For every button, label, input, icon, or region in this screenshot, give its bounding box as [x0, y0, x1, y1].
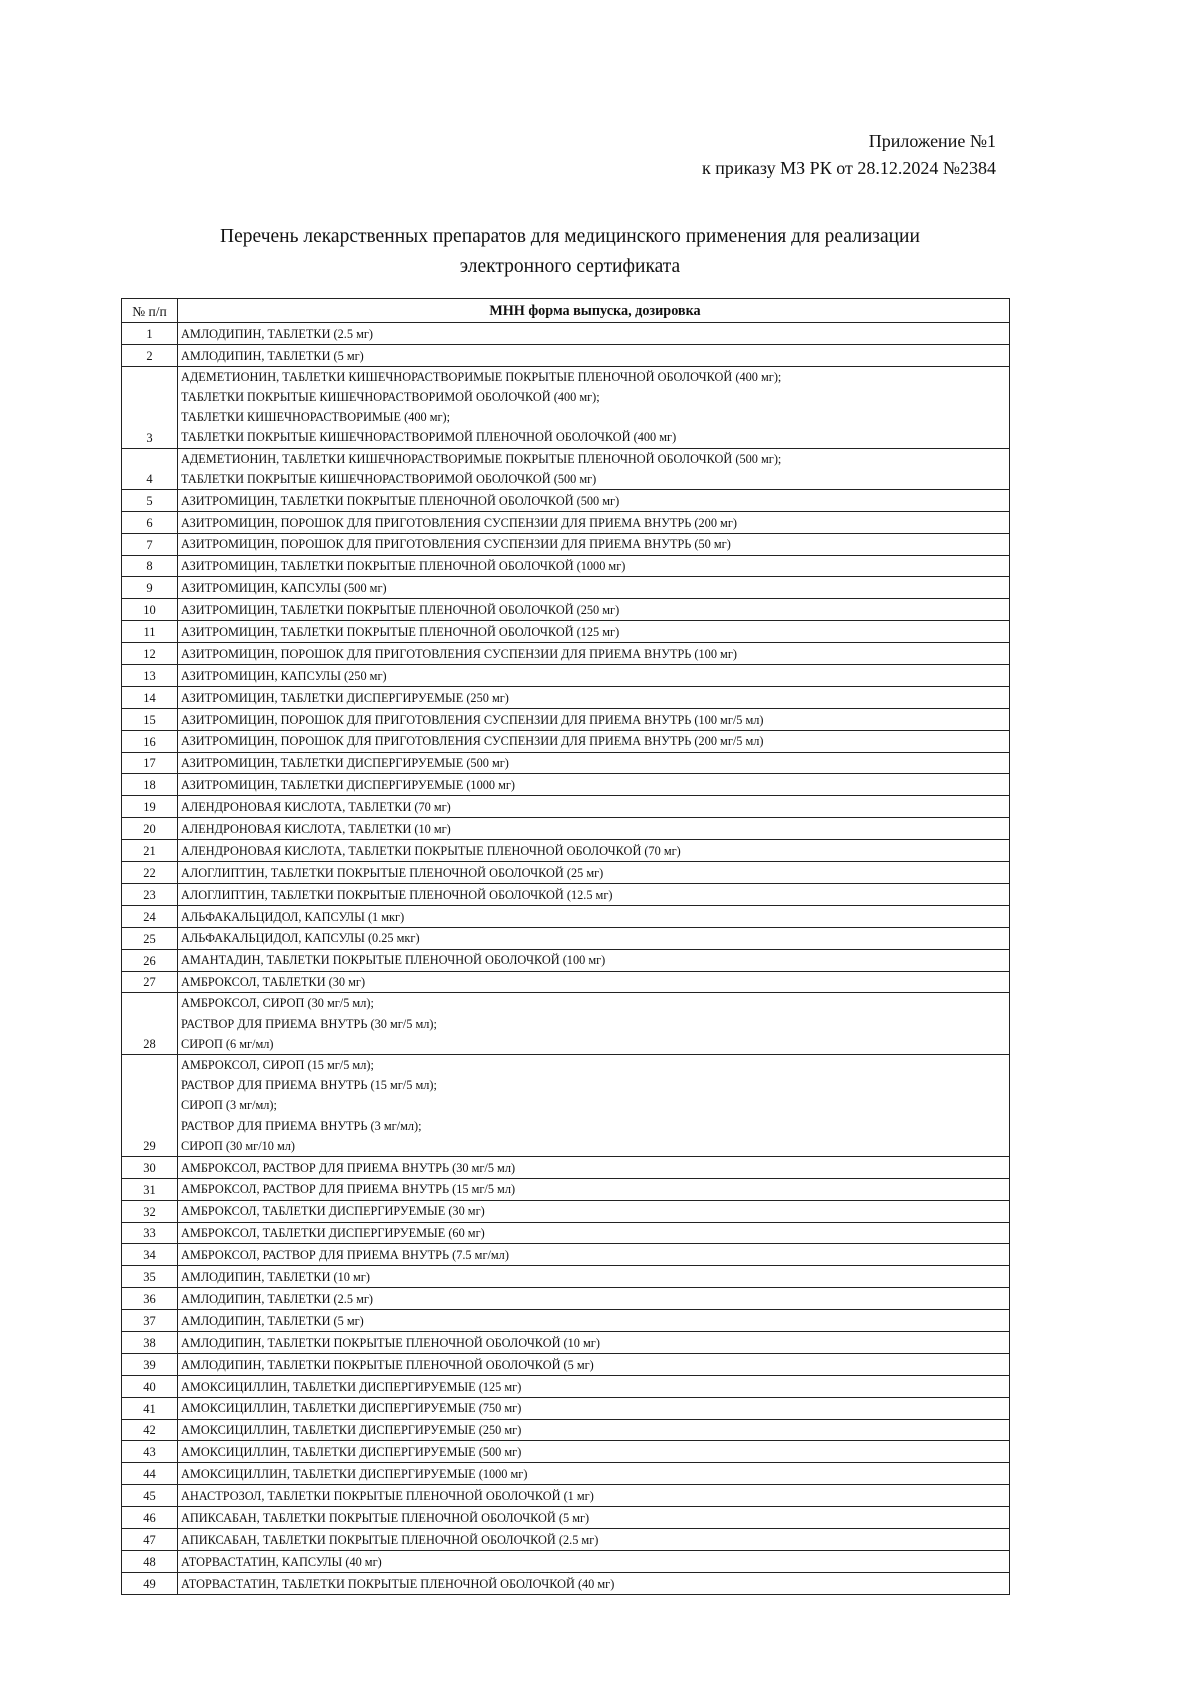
drug-entry-line: АМОКСИЦИЛЛИН, ТАБЛЕТКИ ДИСПЕРГИРУЕМЫЕ (250 мг)	[181, 1423, 522, 1438]
drug-entry	[178, 555, 1010, 577]
table-row	[122, 1397, 1010, 1419]
table-row	[122, 1222, 1010, 1244]
table-row	[122, 643, 1010, 665]
column-header-number: № п/п	[122, 299, 178, 323]
table-row	[122, 708, 1010, 730]
table-row	[122, 323, 1010, 345]
drug-entry	[178, 323, 1010, 345]
row-number: 29	[122, 1054, 178, 1156]
drug-entry-line: АМБРОКСОЛ, РАСТВОР ДЛЯ ПРИЕМА ВНУТРЬ (30 мг/5 мл)	[181, 1160, 516, 1175]
row-number: 24	[122, 905, 178, 927]
drug-entry	[178, 1178, 1010, 1200]
drug-entry-line: АНАСТРОЗОЛ, ТАБЛЕТКИ ПОКРЫТЫЕ ПЛЕНОЧНОЙ ОБОЛОЧКОЙ (1 мг)	[181, 1488, 594, 1503]
row-number: 25	[122, 927, 178, 949]
drug-entry	[178, 1244, 1010, 1266]
drug-entry-line: АТОРВАСТАТИН, ТАБЛЕТКИ ПОКРЫТЫЕ ПЛЕНОЧНОЙ ОБОЛОЧКОЙ (40 мг)	[181, 1576, 615, 1591]
drug-entry	[178, 927, 1010, 949]
drug-entry	[178, 862, 1010, 884]
table-row	[122, 1375, 1010, 1397]
drug-entry-line: АЛЕНДРОНОВАЯ КИСЛОТА, ТАБЛЕТКИ ПОКРЫТЫЕ ПЛЕНОЧНОЙ ОБОЛОЧКОЙ (70 мг)	[181, 843, 681, 858]
drug-entry	[178, 1441, 1010, 1463]
table-row	[122, 949, 1010, 971]
drug-entry-line: АМБРОКСОЛ, СИРОП (30 мг/5 мл);	[181, 996, 374, 1011]
drug-entry-line: АДЕМЕТИОНИН, ТАБЛЕТКИ КИШЕЧНОРАСТВОРИМЫЕ ПОКРЫТЫЕ ПЛЕНОЧНОЙ ОБОЛОЧКОЙ (400 мг);	[181, 369, 782, 384]
drug-entry	[178, 1200, 1010, 1222]
drug-entry	[178, 1529, 1010, 1551]
drug-entry	[178, 752, 1010, 774]
drug-entry-line: АЛЕНДРОНОВАЯ КИСЛОТА, ТАБЛЕТКИ (70 мг)	[181, 800, 451, 815]
drug-entry	[178, 774, 1010, 796]
drug-entry-line: АМБРОКСОЛ, ТАБЛЕТКИ (30 мг)	[181, 975, 366, 990]
row-number: 45	[122, 1485, 178, 1507]
drug-entry	[178, 993, 1010, 1055]
row-number: 26	[122, 949, 178, 971]
row-number: 40	[122, 1375, 178, 1397]
drug-entry-line: АМОКСИЦИЛЛИН, ТАБЛЕТКИ ДИСПЕРГИРУЕМЫЕ (500 мг)	[181, 1445, 522, 1460]
row-number: 39	[122, 1353, 178, 1375]
drug-entry	[178, 665, 1010, 687]
drug-entry-line: АЗИТРОМИЦИН, ПОРОШОК ДЛЯ ПРИГОТОВЛЕНИЯ СУСПЕНЗИИ ДЛЯ ПРИЕМА ВНУТРЬ (200 мг)	[181, 515, 737, 530]
table-row	[122, 993, 1010, 1055]
table-row	[122, 1463, 1010, 1485]
drug-entry	[178, 366, 1010, 448]
drug-entry-line: АМОКСИЦИЛЛИН, ТАБЛЕТКИ ДИСПЕРГИРУЕМЫЕ (1000 мг)	[181, 1467, 528, 1482]
drug-entry-line: РАСТВОР ДЛЯ ПРИЕМА ВНУТРЬ (15 мг/5 мл);	[181, 1078, 437, 1093]
table-row	[122, 971, 1010, 993]
document-title-line-1: Перечень лекарственных препаратов для медицинского применения для реализации	[220, 226, 920, 247]
row-number: 9	[122, 577, 178, 599]
row-number: 34	[122, 1244, 178, 1266]
drug-entry	[178, 883, 1010, 905]
drug-entry	[178, 1572, 1010, 1594]
row-number: 6	[122, 511, 178, 533]
drug-entry	[178, 533, 1010, 555]
drug-entry-line: АМЛОДИПИН, ТАБЛЕТКИ (5 мг)	[181, 348, 364, 363]
drug-entry-line: СИРОП (6 мг/мл)	[181, 1036, 274, 1051]
table-row	[122, 686, 1010, 708]
row-number: 36	[122, 1288, 178, 1310]
row-number: 19	[122, 796, 178, 818]
row-number: 43	[122, 1441, 178, 1463]
drug-entry-line: АЗИТРОМИЦИН, ПОРОШОК ДЛЯ ПРИГОТОВЛЕНИЯ СУСПЕНЗИИ ДЛЯ ПРИЕМА ВНУТРЬ (50 мг)	[181, 537, 731, 552]
drug-entry-line: АМЛОДИПИН, ТАБЛЕТКИ ПОКРЫТЫЕ ПЛЕНОЧНОЙ ОБОЛОЧКОЙ (10 мг)	[181, 1335, 600, 1350]
drug-entry-line: СИРОП (30 мг/10 мл)	[181, 1138, 295, 1153]
drug-entry-line: АМЛОДИПИН, ТАБЛЕТКИ (2.5 мг)	[181, 326, 373, 341]
document-title-line-2: электронного сертификата	[459, 256, 681, 277]
drug-entry	[178, 489, 1010, 511]
row-number: 31	[122, 1178, 178, 1200]
table-row	[122, 730, 1010, 752]
drug-entry	[178, 1222, 1010, 1244]
drug-entry-line: АЗИТРОМИЦИН, ПОРОШОК ДЛЯ ПРИГОТОВЛЕНИЯ СУСПЕНЗИИ ДЛЯ ПРИЕМА ВНУТРЬ (100 мг/5 мл)	[181, 712, 764, 727]
drug-entry-line: АЗИТРОМИЦИН, ПОРОШОК ДЛЯ ПРИГОТОВЛЕНИЯ СУСПЕНЗИИ ДЛЯ ПРИЕМА ВНУТРЬ (100 мг)	[181, 646, 737, 661]
row-number: 22	[122, 862, 178, 884]
row-number: 14	[122, 686, 178, 708]
row-number: 18	[122, 774, 178, 796]
table-row	[122, 511, 1010, 533]
row-number: 32	[122, 1200, 178, 1222]
drug-entry	[178, 643, 1010, 665]
table-row	[122, 599, 1010, 621]
drug-entry	[178, 577, 1010, 599]
drug-entry	[178, 1507, 1010, 1529]
drug-entry-line: АЗИТРОМИЦИН, ТАБЛЕТКИ ПОКРЫТЫЕ ПЛЕНОЧНОЙ ОБОЛОЧКОЙ (1000 мг)	[181, 559, 626, 574]
row-number: 27	[122, 971, 178, 993]
table-header-row	[122, 299, 1010, 323]
drug-entry	[178, 1156, 1010, 1178]
table-row	[122, 1529, 1010, 1551]
row-number: 33	[122, 1222, 178, 1244]
table-row	[122, 489, 1010, 511]
drug-list-table	[121, 298, 1010, 1595]
table-row	[122, 533, 1010, 555]
table-row	[122, 1244, 1010, 1266]
drug-entry-line: АМЛОДИПИН, ТАБЛЕТКИ (10 мг)	[181, 1270, 370, 1285]
drug-entry	[178, 621, 1010, 643]
drug-entry-line: АМБРОКСОЛ, СИРОП (15 мг/5 мл);	[181, 1057, 374, 1072]
drug-entry-line: АПИКСАБАН, ТАБЛЕТКИ ПОКРЫТЫЕ ПЛЕНОЧНОЙ ОБОЛОЧКОЙ (5 мг)	[181, 1510, 590, 1525]
drug-entry-line: АЛЬФАКАЛЬЦИДОЛ, КАПСУЛЫ (0.25 мкг)	[181, 931, 420, 946]
row-number: 11	[122, 621, 178, 643]
drug-entry-line: АМАНТАДИН, ТАБЛЕТКИ ПОКРЫТЫЕ ПЛЕНОЧНОЙ ОБОЛОЧКОЙ (100 мг)	[181, 953, 606, 968]
drug-entry	[178, 818, 1010, 840]
row-number: 42	[122, 1419, 178, 1441]
drug-entry-line: СИРОП (3 мг/мл);	[181, 1098, 277, 1113]
row-number: 10	[122, 599, 178, 621]
drug-entry-line: АЗИТРОМИЦИН, КАПСУЛЫ (250 мг)	[181, 668, 387, 683]
drug-entry	[178, 448, 1010, 489]
drug-entry-line: АЗИТРОМИЦИН, ТАБЛЕТКИ ПОКРЫТЫЕ ПЛЕНОЧНОЙ ОБОЛОЧКОЙ (250 мг)	[181, 603, 620, 618]
drug-entry-line: ТАБЛЕТКИ ПОКРЫТЫЕ КИШЕЧНОРАСТВОРИМОЙ ОБОЛОЧКОЙ (500 мг)	[181, 471, 597, 486]
row-number: 17	[122, 752, 178, 774]
table-row	[122, 577, 1010, 599]
drug-entry	[178, 1332, 1010, 1354]
row-number: 3	[122, 366, 178, 448]
drug-entry-line: АМЛОДИПИН, ТАБЛЕТКИ ПОКРЫТЫЕ ПЛЕНОЧНОЙ ОБОЛОЧКОЙ (5 мг)	[181, 1357, 594, 1372]
drug-entry	[178, 1288, 1010, 1310]
table-row	[122, 1054, 1010, 1156]
drug-entry-line: АМОКСИЦИЛЛИН, ТАБЛЕТКИ ДИСПЕРГИРУЕМЫЕ (750 мг)	[181, 1401, 522, 1416]
appendix-number: Приложение №1	[868, 131, 996, 151]
table-row	[122, 818, 1010, 840]
row-number: 23	[122, 883, 178, 905]
drug-entry	[178, 1375, 1010, 1397]
table-row	[122, 1332, 1010, 1354]
table-body	[122, 323, 1010, 1595]
row-number: 13	[122, 665, 178, 687]
row-number: 41	[122, 1397, 178, 1419]
table-row	[122, 752, 1010, 774]
appendix-reference	[702, 128, 996, 182]
drug-entry	[178, 1054, 1010, 1156]
drug-entry-line: АМБРОКСОЛ, РАСТВОР ДЛЯ ПРИЕМА ВНУТРЬ (15 мг/5 мл)	[181, 1182, 516, 1197]
table-row	[122, 905, 1010, 927]
drug-entry-line: АЛОГЛИПТИН, ТАБЛЕТКИ ПОКРЫТЫЕ ПЛЕНОЧНОЙ ОБОЛОЧКОЙ (12.5 мг)	[181, 887, 613, 902]
drug-entry	[178, 971, 1010, 993]
drug-entry-line: АЗИТРОМИЦИН, ТАБЛЕТКИ ПОКРЫТЫЕ ПЛЕНОЧНОЙ ОБОЛОЧКОЙ (125 мг)	[181, 624, 620, 639]
table-row	[122, 1156, 1010, 1178]
drug-entry-line: АМЛОДИПИН, ТАБЛЕТКИ (5 мг)	[181, 1313, 364, 1328]
drug-entry	[178, 1266, 1010, 1288]
drug-entry	[178, 1463, 1010, 1485]
drug-entry	[178, 708, 1010, 730]
table-row	[122, 1485, 1010, 1507]
row-number: 12	[122, 643, 178, 665]
row-number: 2	[122, 344, 178, 366]
drug-entry-line: ТАБЛЕТКИ ПОКРЫТЫЕ КИШЕЧНОРАСТВОРИМОЙ ОБОЛОЧКОЙ (400 мг);	[181, 389, 600, 404]
drug-entry-line: АЗИТРОМИЦИН, ТАБЛЕТКИ ДИСПЕРГИРУЕМЫЕ (250 мг)	[181, 690, 509, 705]
table-row	[122, 774, 1010, 796]
table-row	[122, 927, 1010, 949]
row-number: 28	[122, 993, 178, 1055]
drug-entry-line: АЗИТРОМИЦИН, ТАБЛЕТКИ ДИСПЕРГИРУЕМЫЕ (500 мг)	[181, 756, 509, 771]
drug-entry	[178, 840, 1010, 862]
drug-entry	[178, 599, 1010, 621]
drug-entry-line: РАСТВОР ДЛЯ ПРИЕМА ВНУТРЬ (30 мг/5 мл);	[181, 1016, 437, 1031]
drug-entry-line: АМБРОКСОЛ, ТАБЛЕТКИ ДИСПЕРГИРУЕМЫЕ (60 мг)	[181, 1226, 485, 1241]
row-number: 30	[122, 1156, 178, 1178]
row-number: 16	[122, 730, 178, 752]
row-number: 15	[122, 708, 178, 730]
table-row	[122, 1178, 1010, 1200]
table-row	[122, 1200, 1010, 1222]
drug-entry	[178, 1397, 1010, 1419]
table-row	[122, 1572, 1010, 1594]
row-number: 8	[122, 555, 178, 577]
table-row	[122, 1441, 1010, 1463]
table-row	[122, 1353, 1010, 1375]
drug-entry-line: АМБРОКСОЛ, ТАБЛЕТКИ ДИСПЕРГИРУЕМЫЕ (30 мг)	[181, 1204, 485, 1219]
drug-entry-line: АЛОГЛИПТИН, ТАБЛЕТКИ ПОКРЫТЫЕ ПЛЕНОЧНОЙ ОБОЛОЧКОЙ (25 мг)	[181, 865, 604, 880]
drug-entry-line: АЗИТРОМИЦИН, КАПСУЛЫ (500 мг)	[181, 581, 387, 596]
row-number: 1	[122, 323, 178, 345]
document-title	[120, 222, 1020, 282]
column-header-name: МНН форма выпуска, дозировка	[178, 299, 1010, 323]
drug-entry	[178, 796, 1010, 818]
drug-entry-line: АЗИТРОМИЦИН, ТАБЛЕТКИ ДИСПЕРГИРУЕМЫЕ (1000 мг)	[181, 778, 516, 793]
drug-entry-line: АПИКСАБАН, ТАБЛЕТКИ ПОКРЫТЫЕ ПЛЕНОЧНОЙ ОБОЛОЧКОЙ (2.5 мг)	[181, 1532, 599, 1547]
drug-entry-line: АМБРОКСОЛ, РАСТВОР ДЛЯ ПРИЕМА ВНУТРЬ (7.5 мг/мл)	[181, 1248, 509, 1263]
row-number: 21	[122, 840, 178, 862]
row-number: 46	[122, 1507, 178, 1529]
drug-entry-line: АЗИТРОМИЦИН, ПОРОШОК ДЛЯ ПРИГОТОВЛЕНИЯ СУСПЕНЗИИ ДЛЯ ПРИЕМА ВНУТРЬ (200 мг/5 мл)	[181, 734, 764, 749]
table-row	[122, 1310, 1010, 1332]
drug-entry-line: ТАБЛЕТКИ ПОКРЫТЫЕ КИШЕЧНОРАСТВОРИМОЙ ПЛЕНОЧНОЙ ОБОЛОЧКОЙ (400 мг)	[181, 430, 677, 445]
drug-entry-line: АЛЕНДРОНОВАЯ КИСЛОТА, ТАБЛЕТКИ (10 мг)	[181, 821, 451, 836]
table-row	[122, 344, 1010, 366]
drug-entry	[178, 344, 1010, 366]
drug-entry-line: АМЛОДИПИН, ТАБЛЕТКИ (2.5 мг)	[181, 1291, 373, 1306]
row-number: 37	[122, 1310, 178, 1332]
table-row	[122, 796, 1010, 818]
table-row	[122, 840, 1010, 862]
drug-entry-line: АТОРВАСТАТИН, КАПСУЛЫ (40 мг)	[181, 1554, 382, 1569]
table-row	[122, 1419, 1010, 1441]
drug-entry	[178, 1353, 1010, 1375]
drug-entry	[178, 1550, 1010, 1572]
table-row	[122, 1266, 1010, 1288]
drug-entry-line: АМОКСИЦИЛЛИН, ТАБЛЕТКИ ДИСПЕРГИРУЕМЫЕ (125 мг)	[181, 1379, 522, 1394]
table-row	[122, 862, 1010, 884]
drug-entry	[178, 905, 1010, 927]
row-number: 5	[122, 489, 178, 511]
row-number: 20	[122, 818, 178, 840]
row-number: 49	[122, 1572, 178, 1594]
row-number: 48	[122, 1550, 178, 1572]
row-number: 47	[122, 1529, 178, 1551]
table-row	[122, 555, 1010, 577]
table-row	[122, 621, 1010, 643]
drug-entry	[178, 511, 1010, 533]
table-row	[122, 366, 1010, 448]
drug-entry	[178, 686, 1010, 708]
row-number: 44	[122, 1463, 178, 1485]
order-reference: к приказу МЗ РК от 28.12.2024 №2384	[701, 158, 996, 178]
table-row	[122, 1288, 1010, 1310]
drug-entry-line: АЛЬФАКАЛЬЦИДОЛ, КАПСУЛЫ (1 мкг)	[181, 909, 405, 924]
drug-entry	[178, 1419, 1010, 1441]
table-row	[122, 1550, 1010, 1572]
drug-entry-line: РАСТВОР ДЛЯ ПРИЕМА ВНУТРЬ (3 мг/мл);	[181, 1118, 422, 1133]
drug-entry-line: АДЕМЕТИОНИН, ТАБЛЕТКИ КИШЕЧНОРАСТВОРИМЫЕ ПОКРЫТЫЕ ПЛЕНОЧНОЙ ОБОЛОЧКОЙ (500 мг);	[181, 451, 782, 466]
row-number: 38	[122, 1332, 178, 1354]
table-row	[122, 883, 1010, 905]
drug-entry	[178, 949, 1010, 971]
drug-entry-line: АЗИТРОМИЦИН, ТАБЛЕТКИ ПОКРЫТЫЕ ПЛЕНОЧНОЙ ОБОЛОЧКОЙ (500 мг)	[181, 493, 620, 508]
drug-entry-line: ТАБЛЕТКИ КИШЕЧНОРАСТВОРИМЫЕ (400 мг);	[181, 410, 451, 425]
drug-entry	[178, 1310, 1010, 1332]
drug-entry	[178, 730, 1010, 752]
table-row	[122, 448, 1010, 489]
row-number: 4	[122, 448, 178, 489]
row-number: 35	[122, 1266, 178, 1288]
table-row	[122, 665, 1010, 687]
row-number: 7	[122, 533, 178, 555]
drug-entry	[178, 1485, 1010, 1507]
table-row	[122, 1507, 1010, 1529]
